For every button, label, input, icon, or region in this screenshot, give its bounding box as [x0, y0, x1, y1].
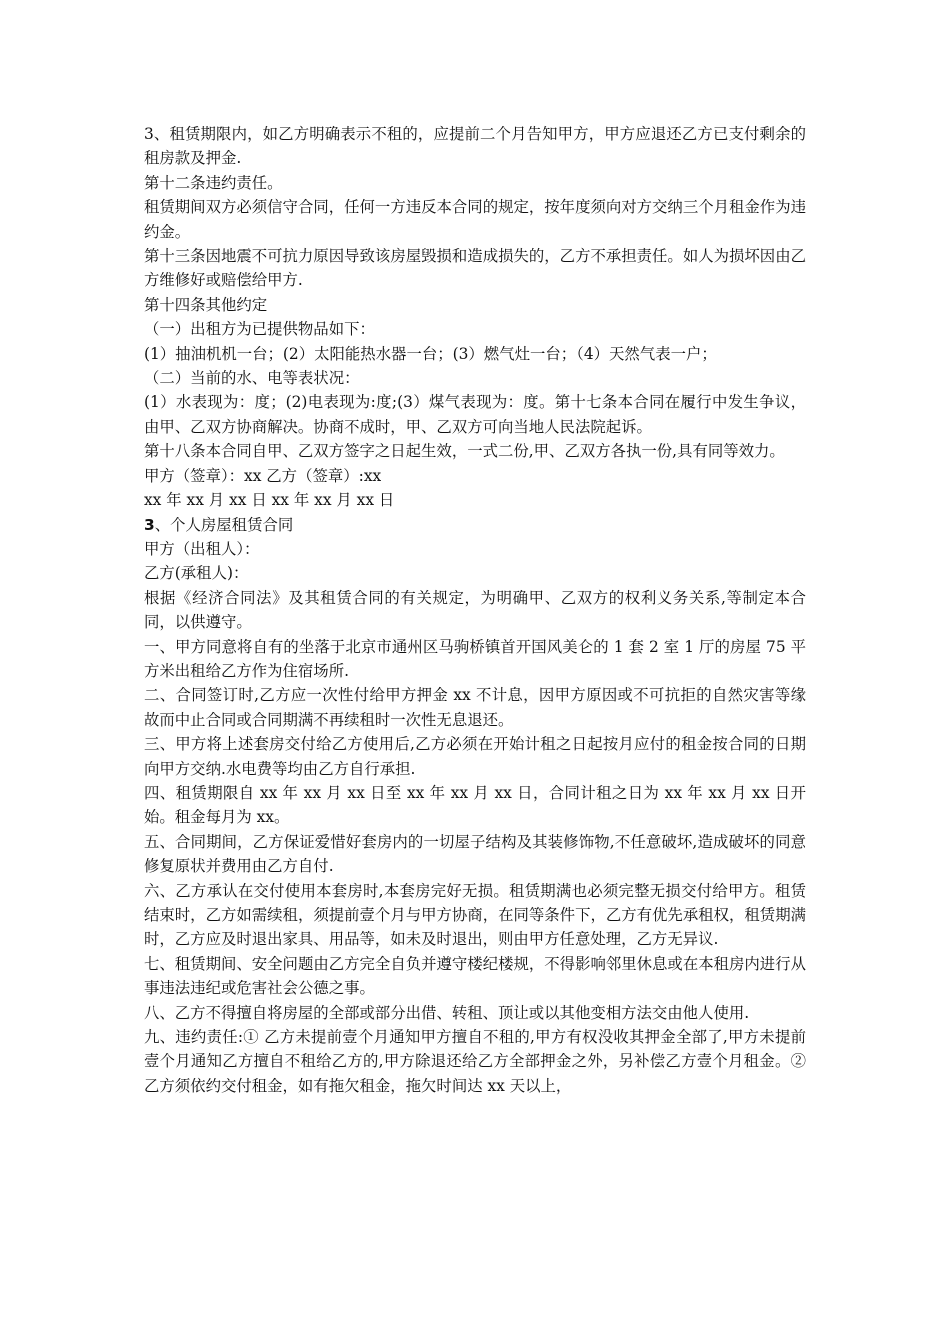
section-3-title [144, 513, 806, 537]
paragraph-items-list: (1）抽油机机一台；(2）太阳能热水器一台；(3）燃气灶一台；（4）天然气表一户； [144, 344, 717, 363]
paragraph-items-heading: （一）出租方为已提供物品如下： [144, 320, 375, 339]
paragraph-article-14-title: 第十四条其他约定 [144, 295, 268, 314]
section-3-title-text: 、个人房屋租赁合同 [154, 515, 294, 534]
paragraph-clause-7: 七、租赁期间、安全问题由乙方完全自负并遵守楼纪楼规，不得影响邻里休息或在本租房内进行从事违法违纪或危害社会公德之事。 [144, 954, 806, 998]
paragraph-clause-8: 八、乙方不得擅自将房屋的全部或部分出借、转租、顶让或以其他变相方法交由他人使用. [144, 1003, 750, 1022]
section-3-number: 3 [144, 515, 155, 534]
paragraph-signatures: 甲方（签章）：xx 乙方（签章）:xx [144, 466, 382, 485]
paragraph-clause-5: 五、合同期间，乙方保证爱惜好套房内的一切屋子结构及其装修饰物,不任意破坏,造成破坏的同意修复原状并费用由乙方自付. [144, 832, 806, 876]
paragraph-party-a: 甲方（出租人）： [144, 539, 260, 558]
paragraph-article-12-title: 第十二条违约责任。 [144, 173, 283, 192]
paragraph-clause-9: 九、违约责任:① 乙方未提前壹个月通知甲方擅自不租的,甲方有权没收其押金全部了,甲方未提前壹个月通知乙方擅自不租给乙方的,甲方除退还给乙方全部押金之外，另补偿乙方壹个月租金。②乙方须依约交付租金，如有拖欠租金，拖欠时间达 xx 天以上， [144, 1028, 806, 1095]
paragraph-clause-4: 四、租赁期限自 xx 年 xx 月 xx 日至 xx 年 xx 月 xx 日，合同计租之日为 xx 年 xx 月 xx 日开始。租金每月为 xx。 [144, 783, 806, 827]
paragraph-clause-3-b: 三、甲方将上述套房交付给乙方使用后,乙方必须在开始计租之日起按月应付的租金按合同的日期向甲方交纳.水电费等均由乙方自行承担. [144, 735, 806, 778]
paragraph-clause-2: 二、合同签订时,乙方应一次性付给甲方押金 xx 不计息，因甲方原因或不可抗拒的自然灾害等缘故而中止合同或合同期满不再续租时一次性无息退还。 [144, 686, 806, 729]
paragraph-clause-6: 六、乙方承认在交付使用本套房时,本套房完好无损。租赁期满也必须完整无损交付给甲方。租赁结束时，乙方如需续租，须提前壹个月与甲方协商，在同等条件下，乙方有优先承租权，租赁期满时，乙方应及时退出家具、用品等，如未及时退出，则由甲方任意处理，乙方无异议. [144, 881, 806, 949]
paragraph-party-b: 乙方(承租人)： [144, 564, 249, 583]
paragraph-dates: xx 年 xx 月 xx 日 xx 年 xx 月 xx 日 [144, 491, 395, 510]
document-body [144, 122, 806, 1098]
paragraph-clause-3: 3、租赁期限内，如乙方明确表示不租的，应提前二个月告知甲方，甲方应退还乙方已支付剩余的租房款及押金. [144, 125, 806, 168]
paragraph-meters-heading: （二）当前的水、电等表状况： [144, 369, 360, 388]
paragraph-preamble: 根据《经济合同法》及其租赁合同的有关规定，为明确甲、乙双方的权利义务关系,等制定本合同，以供遵守。 [144, 588, 806, 632]
paragraph-article-13: 第十三条因地震不可抗力原因导致该房屋毁损和造成损失的，乙方不承担责任。如人为损坏因由乙方维修好或赔偿给甲方. [144, 247, 806, 290]
paragraph-clause-1: 一、甲方同意将自有的坐落于北京市通州区马驹桥镇首开国风美仑的 1 套 2 室 1 厅的房屋 75 平方米出租给乙方作为住宿场所. [144, 637, 806, 680]
paragraph-article-18: 第十八条本合同自甲、乙双方签字之日起生效，一式二份,甲、乙双方各执一份,具有同等效力。 [144, 442, 785, 461]
paragraph-meters-and-article-17: (1）水表现为：度；(2)电表现为:度;(3）煤气表现为：度。第十七条本合同在履行中发生争议，由甲、乙双方协商解决。协商不成时，甲、乙双方可向当地人民法院起诉。 [144, 393, 806, 436]
paragraph-article-12-body: 租赁期间双方必须信守合同，任何一方违反本合同的规定，按年度须向对方交纳三个月租金作为违约金。 [144, 198, 806, 241]
